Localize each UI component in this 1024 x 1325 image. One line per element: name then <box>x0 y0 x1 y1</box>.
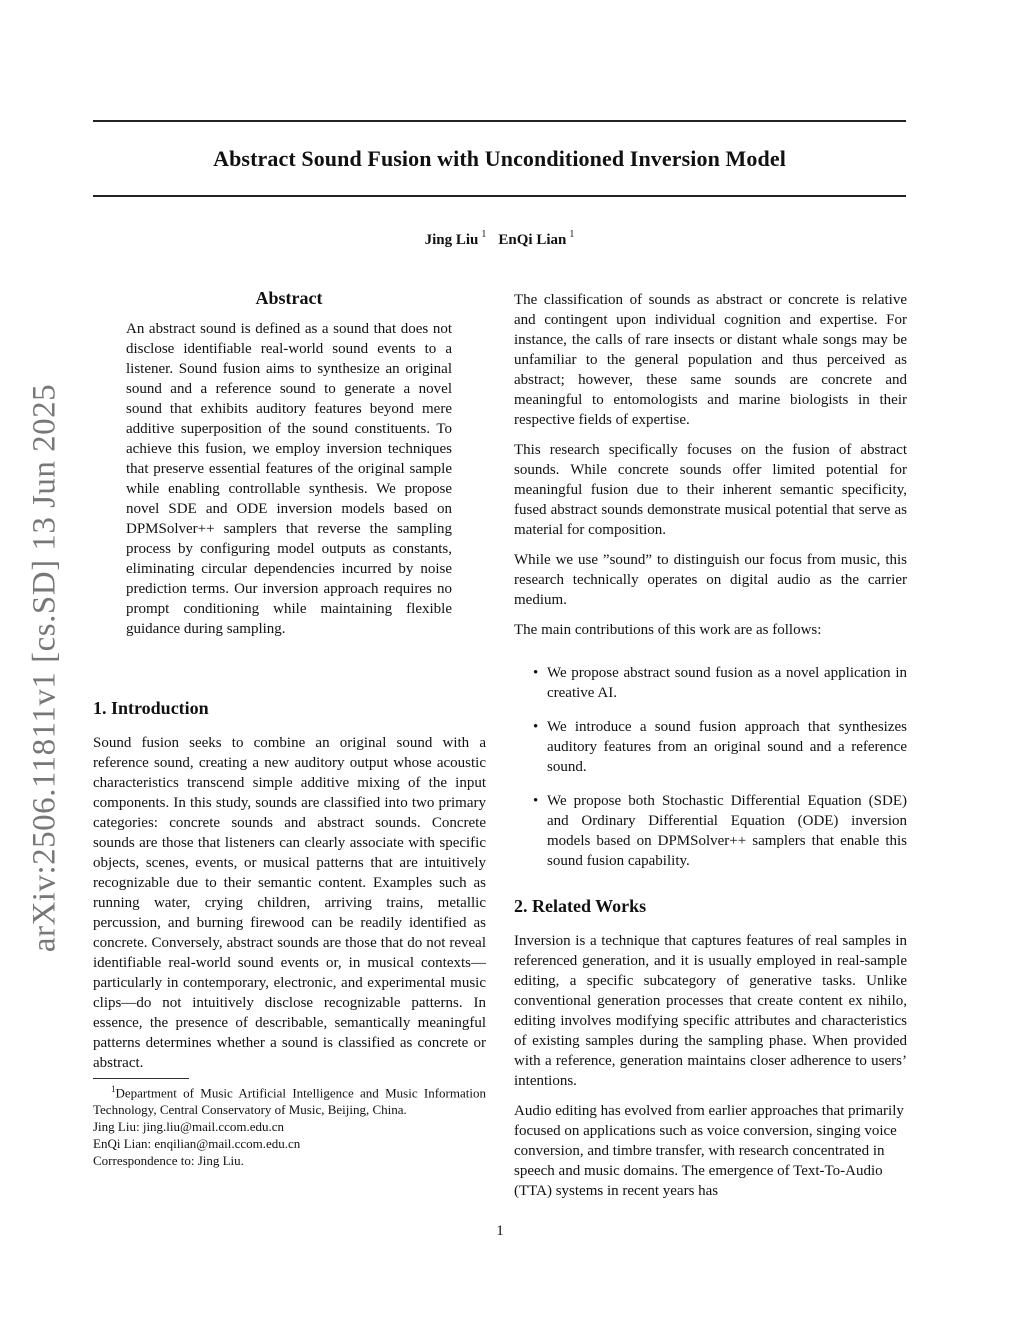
paragraph: This research specifically focuses on the fusion of abstract sounds. While concrete sounds offer limited potential for meaningful fusion due to their inherent semantic specificity, fused abstract sounds demonstrate musical potential that serve as material for composition. <box>514 442 907 538</box>
footnote-affiliation <box>93 1081 486 1118</box>
paragraph: The classification of sounds as abstract or concrete is relative and contingent upon individual cognition and expertise. For instance, the calls of rare insects or distant whale songs may be unfamiliar to the general population and thus perceived as abstract; however, these same sounds are concrete and meaningful to entomologists and marine biologists in their respective fields of expertise. <box>514 292 907 428</box>
author-list <box>93 230 906 249</box>
list-item: • We introduce a sound fusion approach that synthesizes auditory features from an original sound and a reference sound. <box>533 719 907 775</box>
arxiv-identifier: arXiv:2506.11811v1 [cs.SD] 13 Jun 2025 <box>26 383 63 953</box>
abstract-text: An abstract sound is defined as a sound that does not disclose identifiable real-world sound events to a listener. Sound fusion aims to synthesize an original sound and a reference sound to generate a novel sound that exhibits auditory features beyond mere additive superposition of the sound constituents. To achieve this fusion, we employ inversion techniques that preserve essential features of the original sample while enabling controllable synthesis. We propose novel SDE and ODE inversion models based on DPMSolver++ samplers that reverse the sampling process by configuring model outputs as constants, eliminating circular dependencies incurred by noise prediction terms. Our inversion approach requires no prompt conditioning while maintaining flexible guidance during sampling. <box>126 321 452 637</box>
title-top-rule <box>93 120 906 122</box>
related-works-heading: 2. Related Works <box>514 896 647 916</box>
footnote-email-1: Jing Liu: jing.liu@mail.ccom.edu.cn <box>93 1119 285 1135</box>
list-item-text: We introduce a sound fusion approach that synthesizes auditory features from an original sound and a reference sound. <box>547 719 907 775</box>
footnote-mark: 1 <box>111 1084 116 1094</box>
title-bottom-rule <box>93 195 906 197</box>
introduction-body <box>93 733 486 1073</box>
author-affil-mark: 1 <box>481 229 487 240</box>
page-number: 1 <box>496 1223 504 1239</box>
author-affil-mark: 1 <box>569 229 575 240</box>
footnote-affiliation-text: Department of Music Artificial Intelligence and Music Information Technology, Central Conservatory of Music, Beijing, China. <box>93 1085 486 1118</box>
list-item-text: We propose both Stochastic Differential Equation (SDE) and Ordinary Differential Equation (ODE) inversion models based on DPMSolver++ samplers that enable this sound fusion capability. <box>547 793 907 869</box>
paragraph: Inversion is a technique that captures features of real samples in referenced generation, and it is usually employed in real-sample editing, a specific subcategory of generative tasks. Unlike conventional generation processes that create content ex nihilo, editing involves modifying specific attributes and characteristics of existing samples during the sampling phase. When provided with a reference, generation maintains closer adherence to users’ intentions. <box>514 933 907 1089</box>
list-item: • We propose both Stochastic Differential Equation (SDE) and Ordinary Differential Equation (ODE) inversion models based on DPMSolver++ samplers that enable this sound fusion capability. <box>533 793 907 869</box>
footnote-rule <box>93 1078 189 1079</box>
paragraph: Audio editing has evolved from earlier approaches that primarily focused on applications such as voice conversion, singing voice conversion, and timbre transfer, with research concentrated in speech and music domains. The emergence of Text-To-Audio (TTA) systems in recent years has <box>514 1103 904 1199</box>
abstract-heading: Abstract <box>255 288 323 308</box>
introduction-paragraph: Sound fusion seeks to combine an original sound with a reference sound, creating a new auditory output whose acoustic characteristics transcend simple additive mixing of the input components. In this study, sounds are classified into two primary categories: concrete sounds and abstract sounds. Concrete sounds are those that listeners can clearly associate with specific objects, scenes, events, or musical patterns that are intuitively recognizable due to their semantic content. Examples such as running water, crying children, arriving trains, metallic percussion, and burning firewood can be readily identified as concrete. Conversely, abstract sounds are those that do not reveal identifiable real-world sound events or, in musical contexts—particularly in contemporary, electronic, and experimental music clips—do not intuitively disclose recognizable patterns. In essence, the presence of describable, semantically meaningful patterns determines whether a sound is classified as concrete or abstract. <box>93 735 486 1071</box>
list-item-text: We propose abstract sound fusion as a novel application in creative AI. <box>547 665 907 701</box>
list-item: • We propose abstract sound fusion as a novel application in creative AI. <box>533 665 907 701</box>
paper-title: Abstract Sound Fusion with Unconditioned Inversion Model <box>213 146 786 171</box>
footnotes <box>93 1081 486 1169</box>
footnote-correspondence: Correspondence to: Jing Liu. <box>93 1153 244 1169</box>
right-column-intro <box>514 290 907 885</box>
introduction-heading: 1. Introduction <box>93 698 209 718</box>
footnote-email-2: EnQi Lian: enqilian@mail.ccom.edu.cn <box>93 1136 301 1152</box>
related-works-body <box>514 931 907 1201</box>
author-name: Jing Liu <box>424 232 479 248</box>
paragraph: The main contributions of this work are as follows: <box>514 622 822 638</box>
contributions-list <box>514 663 907 871</box>
paragraph: While we use ”sound” to distinguish our focus from music, this research technically operates on digital audio as the carrier medium. <box>514 552 907 608</box>
author-name: EnQi Lian <box>498 232 567 248</box>
